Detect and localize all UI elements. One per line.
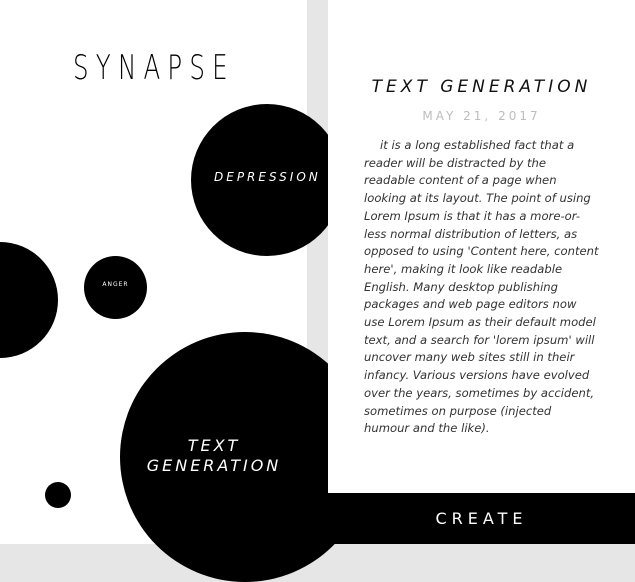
bubble-depression[interactable] (191, 104, 343, 256)
home-screen (0, 0, 321, 544)
bubble-depression-label: DEPRESSION (214, 170, 321, 184)
article-date: MAY 21, 2017 (422, 109, 541, 123)
bubble-small[interactable] (45, 482, 71, 508)
article-screen (328, 0, 635, 544)
app-title: SYNAPSE (73, 48, 235, 88)
bubble-unlabeled-left[interactable] (0, 242, 58, 358)
create-button[interactable]: CREATE (328, 493, 635, 544)
bubble-anger[interactable] (84, 256, 147, 319)
article-body (364, 137, 600, 438)
bubble-text-generation-label: TEXT GENERATION (146, 436, 282, 475)
article-title: TEXT GENERATION (371, 77, 592, 97)
bubble-anger-label: ANGER (102, 281, 129, 288)
article-body-text: it is a long established fact that a reader will be distracted by the readable content of a page when looking at its layout. The point of using Lorem Ipsum is that it has a more-or-less normal distribution of letters, as opposed to using 'Content here, content here', making it look like readable English. Many desktop publishing packages and web page editors now use Lorem Ipsum as their default model text, and a search for 'lorem ipsum' will uncover many web sites still in their infancy. Various versions have evolved over the years, sometimes by accident, sometimes on purpose (injected humour and the like). (364, 138, 599, 436)
